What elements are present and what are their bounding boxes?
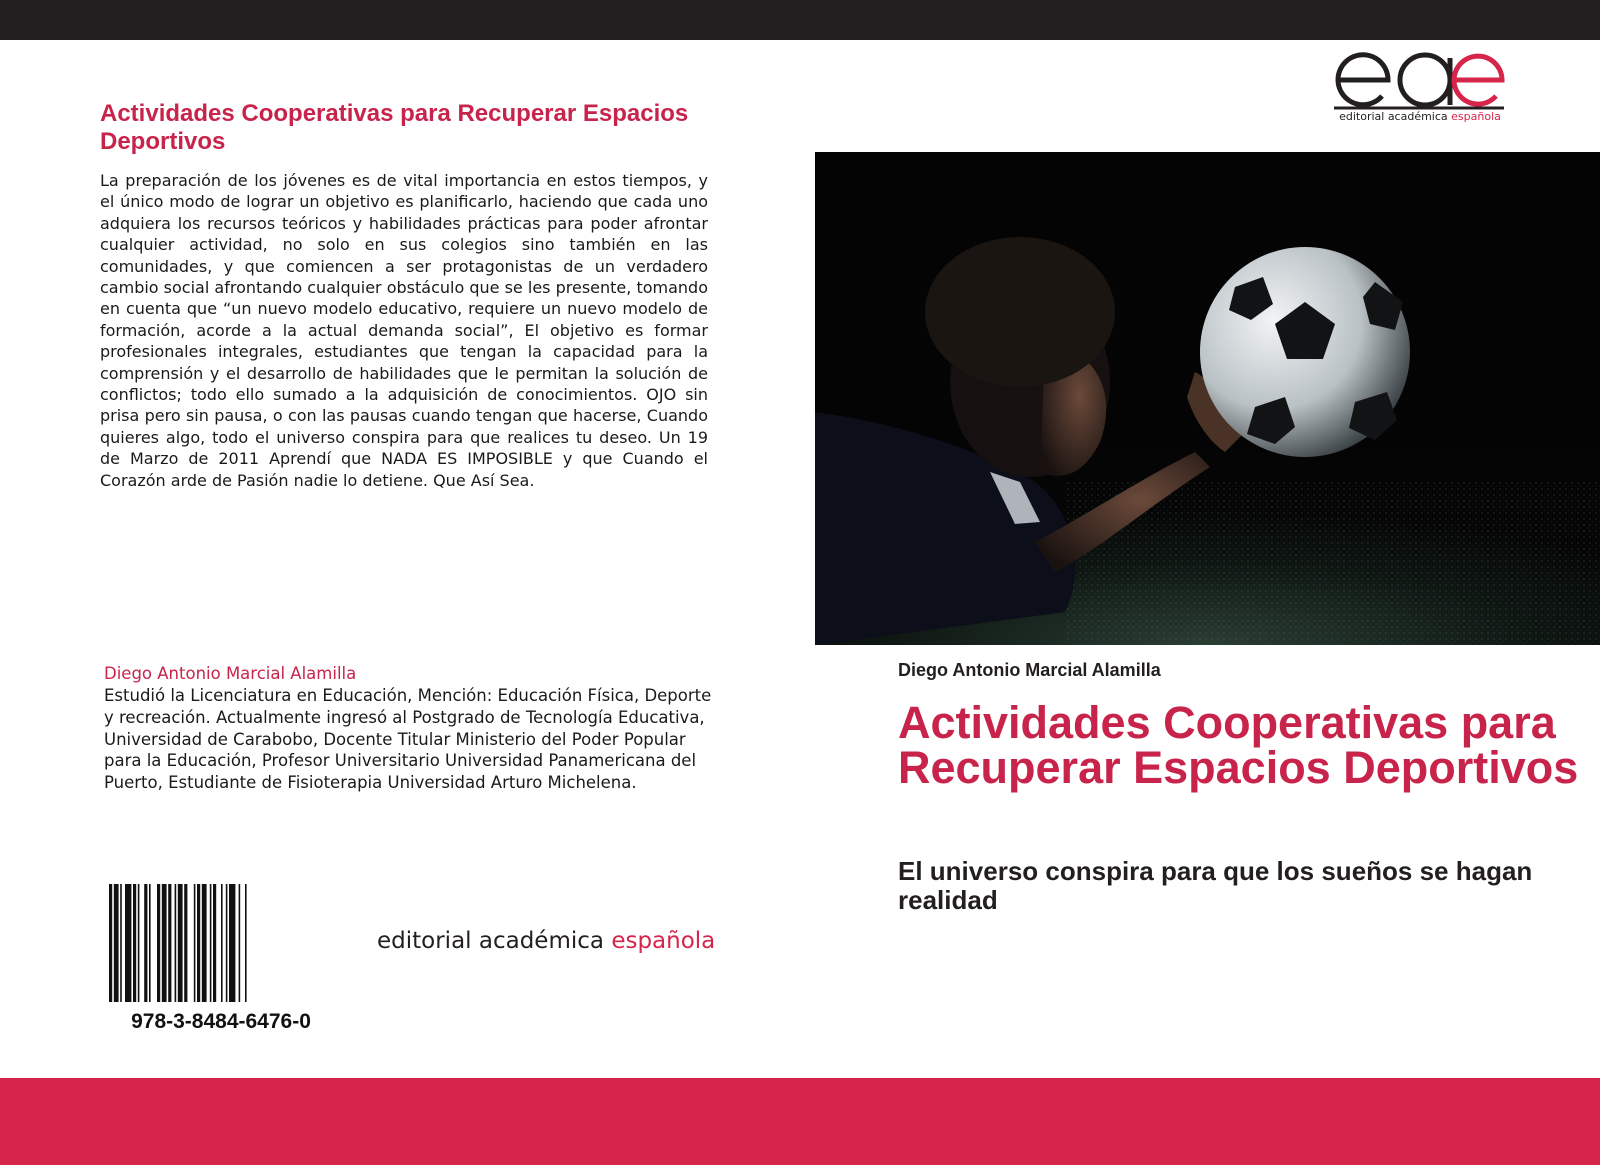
barcode-bar bbox=[144, 884, 147, 1002]
logo-caption-main: editorial académica bbox=[1339, 110, 1452, 123]
barcode-bar bbox=[210, 884, 212, 1002]
barcode-bar bbox=[162, 884, 167, 1002]
barcode-bar bbox=[157, 884, 160, 1002]
publisher-name-main: editorial académica bbox=[377, 928, 612, 954]
barcode-bar bbox=[245, 884, 247, 1002]
barcode-bar bbox=[197, 884, 200, 1002]
isbn-number: 978-3-8484-6476-0 bbox=[131, 1010, 311, 1033]
barcode-bar bbox=[229, 884, 235, 1002]
logo-caption-accent: española bbox=[1451, 110, 1501, 123]
barcode-bar bbox=[175, 884, 177, 1002]
barcode-bar bbox=[184, 884, 187, 1002]
barcode-bar bbox=[114, 884, 119, 1002]
cover-photo bbox=[815, 152, 1600, 645]
barcode-bar bbox=[149, 884, 151, 1002]
back-cover-blurb: La preparación de los jóvenes es de vital importancia en estos tiempos, y el único modo de lograr un objetivo es planificarlo, haciendo que cada uno adquiera los recursos teóricos y habilidades prácticas para poder afrontar cualquier actividad, no solo en sus colegios sino también en las comunidades, y que comiencen a ser protagonistas de un verdadero cambio social afrontando cualquier obstáculo que se les presente, tomando en cuenta que “un nuevo modelo educativo, requiere un nuevo modelo de formación, acorde a la actual demanda social”, El objetivo es formar profesionales integrales, estudiantes que tengan la capacidad para la comprensión y el desarrollo de habilidades que le permitan la solución de conflictos; todo ello sumado a la adquisición de conocimientos. OJO sin prisa pero sin pausa, o con las pausas cuando tengan que hacerse, Cuando quieres algo, todo el universo conspira para que realices tu deseo. Un 19 de Marzo de 2011 Aprendí que NADA ES IMPOSIBLE y que Cuando el Corazón arde de Pasión nadie lo detiene. Que Así Sea. bbox=[100, 171, 708, 490]
boy-with-soccer-ball-image bbox=[815, 152, 1600, 645]
barcode-bar bbox=[202, 884, 207, 1002]
front-cover-title: Actividades Cooperativas para Recuperar Espacios Deportivos bbox=[898, 697, 1579, 793]
publisher-name-accent: española bbox=[611, 928, 716, 954]
barcode-bar bbox=[168, 884, 171, 1002]
bottom-bar bbox=[0, 1078, 1600, 1165]
back-cover-title: Actividades Cooperativas para Recuperar Espacios Deportivos bbox=[100, 100, 689, 155]
barcode-bar bbox=[133, 884, 136, 1002]
barcode-bar bbox=[138, 884, 140, 1002]
barcode-bar bbox=[120, 884, 122, 1002]
barcode-bar bbox=[213, 884, 216, 1002]
barcode-bar bbox=[109, 884, 112, 1002]
front-cover-subtitle: El universo conspira para que los sueños se hagan realidad bbox=[898, 856, 1533, 915]
barcode-bar bbox=[194, 884, 196, 1002]
front-cover-author: Diego Antonio Marcial Alamilla bbox=[898, 660, 1161, 680]
publisher-name-back bbox=[377, 928, 715, 954]
barcode-bar bbox=[178, 884, 183, 1002]
barcode-bar bbox=[125, 884, 131, 1002]
barcode bbox=[109, 884, 334, 1002]
logo-caption bbox=[1330, 110, 1510, 123]
back-cover-author-bio: Estudió la Licenciatura en Educación, Mención: Educación Física, Deporte y recreación. Actualmente ingresó al Postgrado de Tecnología Educativa, Universidad de Carabobo, Docente Titular Ministerio del Poder Popular para la Educación, Profesor Universitario Universidad Panamericana del Puerto, Estudiante de Fisioterapia Universidad Arturo Michelena. bbox=[104, 686, 712, 793]
barcode-bar bbox=[221, 884, 223, 1002]
barcode-bar bbox=[226, 884, 228, 1002]
back-cover-author-name: Diego Antonio Marcial Alamilla bbox=[104, 664, 357, 683]
top-bar bbox=[0, 0, 1600, 40]
barcode-bar bbox=[239, 884, 241, 1002]
